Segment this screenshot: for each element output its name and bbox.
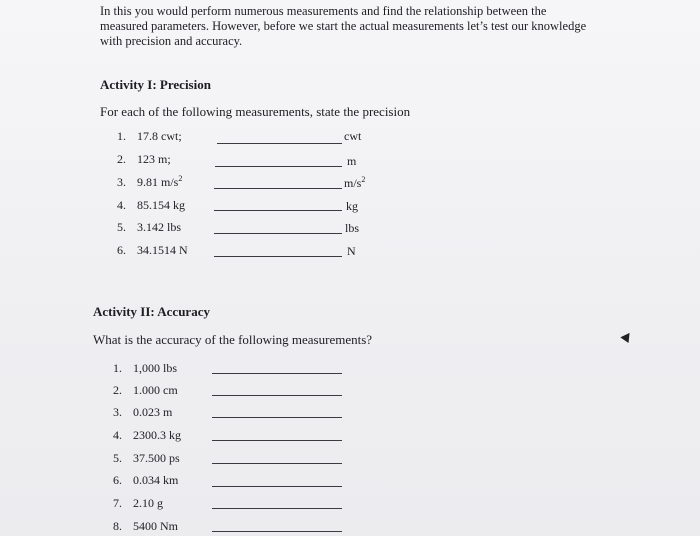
item-value: 9.81 m/s: [137, 175, 179, 189]
item-number: 1.: [117, 129, 126, 143]
activity1-heading: Activity I: Precision: [100, 77, 211, 92]
item-value: 2300.3 kg: [133, 428, 181, 442]
item-number: 2.: [117, 152, 126, 166]
item-number: 5.: [113, 451, 122, 465]
precision-item: [117, 128, 182, 144]
accuracy-item: [113, 427, 181, 443]
precision-unit: m: [347, 154, 357, 168]
precision-item: [117, 197, 185, 213]
precision-answer-line[interactable]: [214, 210, 342, 211]
item-number: 3.: [113, 405, 122, 419]
precision-answer-line[interactable]: [214, 233, 342, 234]
accuracy-item: [113, 495, 163, 511]
precision-item: [117, 242, 188, 258]
intro-line-3: with precision and accuracy.: [100, 34, 243, 48]
activity1-prompt: For each of the following measurements, state the precision: [100, 104, 411, 119]
accuracy-item: [113, 450, 180, 466]
item-number: 8.: [113, 519, 122, 533]
accuracy-item: [113, 518, 178, 534]
precision-item: [117, 219, 181, 235]
unit-exponent: 2: [361, 175, 366, 184]
activity2-heading: Activity II: Accuracy: [93, 304, 210, 319]
accuracy-answer-line[interactable]: [212, 373, 342, 374]
precision-answer-line[interactable]: [217, 143, 342, 144]
precision-unit: [344, 176, 365, 191]
intro-line-1: In this you would perform numerous measurements and find the relationship between the: [100, 4, 547, 18]
item-number: 2.: [113, 383, 122, 397]
item-value: 0.034 km: [133, 473, 179, 487]
precision-item: [117, 174, 182, 190]
item-value: 3.142 lbs: [137, 220, 182, 234]
precision-answer-line[interactable]: [214, 188, 342, 189]
item-value: 37.500 ps: [133, 451, 180, 465]
item-value: 17.8 cwt;: [137, 129, 182, 143]
accuracy-item: [113, 404, 172, 420]
item-value: 0.023 m: [133, 405, 173, 419]
accuracy-item: [113, 360, 177, 376]
item-number: 6.: [117, 243, 126, 257]
accuracy-item: [113, 382, 178, 398]
accuracy-answer-line[interactable]: [212, 440, 342, 441]
accuracy-item: [113, 472, 178, 488]
unit-text: m/s: [344, 176, 362, 190]
item-number: 5.: [117, 220, 126, 234]
accuracy-answer-line[interactable]: [212, 463, 342, 464]
accuracy-answer-line[interactable]: [212, 531, 342, 532]
intro-line-2: measured parameters. However, before we start the actual measurements let’s test our knowledge: [100, 19, 587, 33]
accuracy-answer-line[interactable]: [212, 486, 342, 487]
accuracy-answer-line[interactable]: [212, 395, 342, 396]
mouse-pointer-icon: [620, 330, 633, 343]
item-value: 85.154 kg: [137, 198, 185, 212]
item-number: 4.: [113, 428, 122, 442]
item-number: 6.: [113, 473, 122, 487]
precision-answer-line[interactable]: [214, 256, 342, 257]
item-value: 1,000 lbs: [133, 361, 178, 375]
item-value: 34.1514 N: [137, 243, 188, 257]
item-exponent: 2: [178, 174, 183, 183]
item-number: 7.: [113, 496, 122, 510]
intro-paragraph: [100, 4, 620, 49]
item-number: 1.: [113, 361, 122, 375]
item-number: 3.: [117, 175, 126, 189]
item-number: 4.: [117, 198, 126, 212]
item-value: 5400 Nm: [133, 519, 178, 533]
item-value: 1.000 cm: [133, 383, 178, 397]
item-value: 123 m;: [137, 152, 171, 166]
precision-item: [117, 151, 171, 167]
accuracy-answer-line[interactable]: [212, 508, 342, 509]
accuracy-answer-line[interactable]: [212, 417, 342, 418]
precision-answer-line[interactable]: [215, 166, 342, 167]
precision-unit: lbs: [345, 221, 360, 235]
precision-unit: N: [347, 244, 356, 258]
precision-unit: cwt: [344, 129, 362, 143]
activity2-prompt: What is the accuracy of the following measurements?: [93, 332, 373, 347]
item-value: 2.10 g: [133, 496, 163, 510]
precision-unit: kg: [346, 199, 358, 213]
